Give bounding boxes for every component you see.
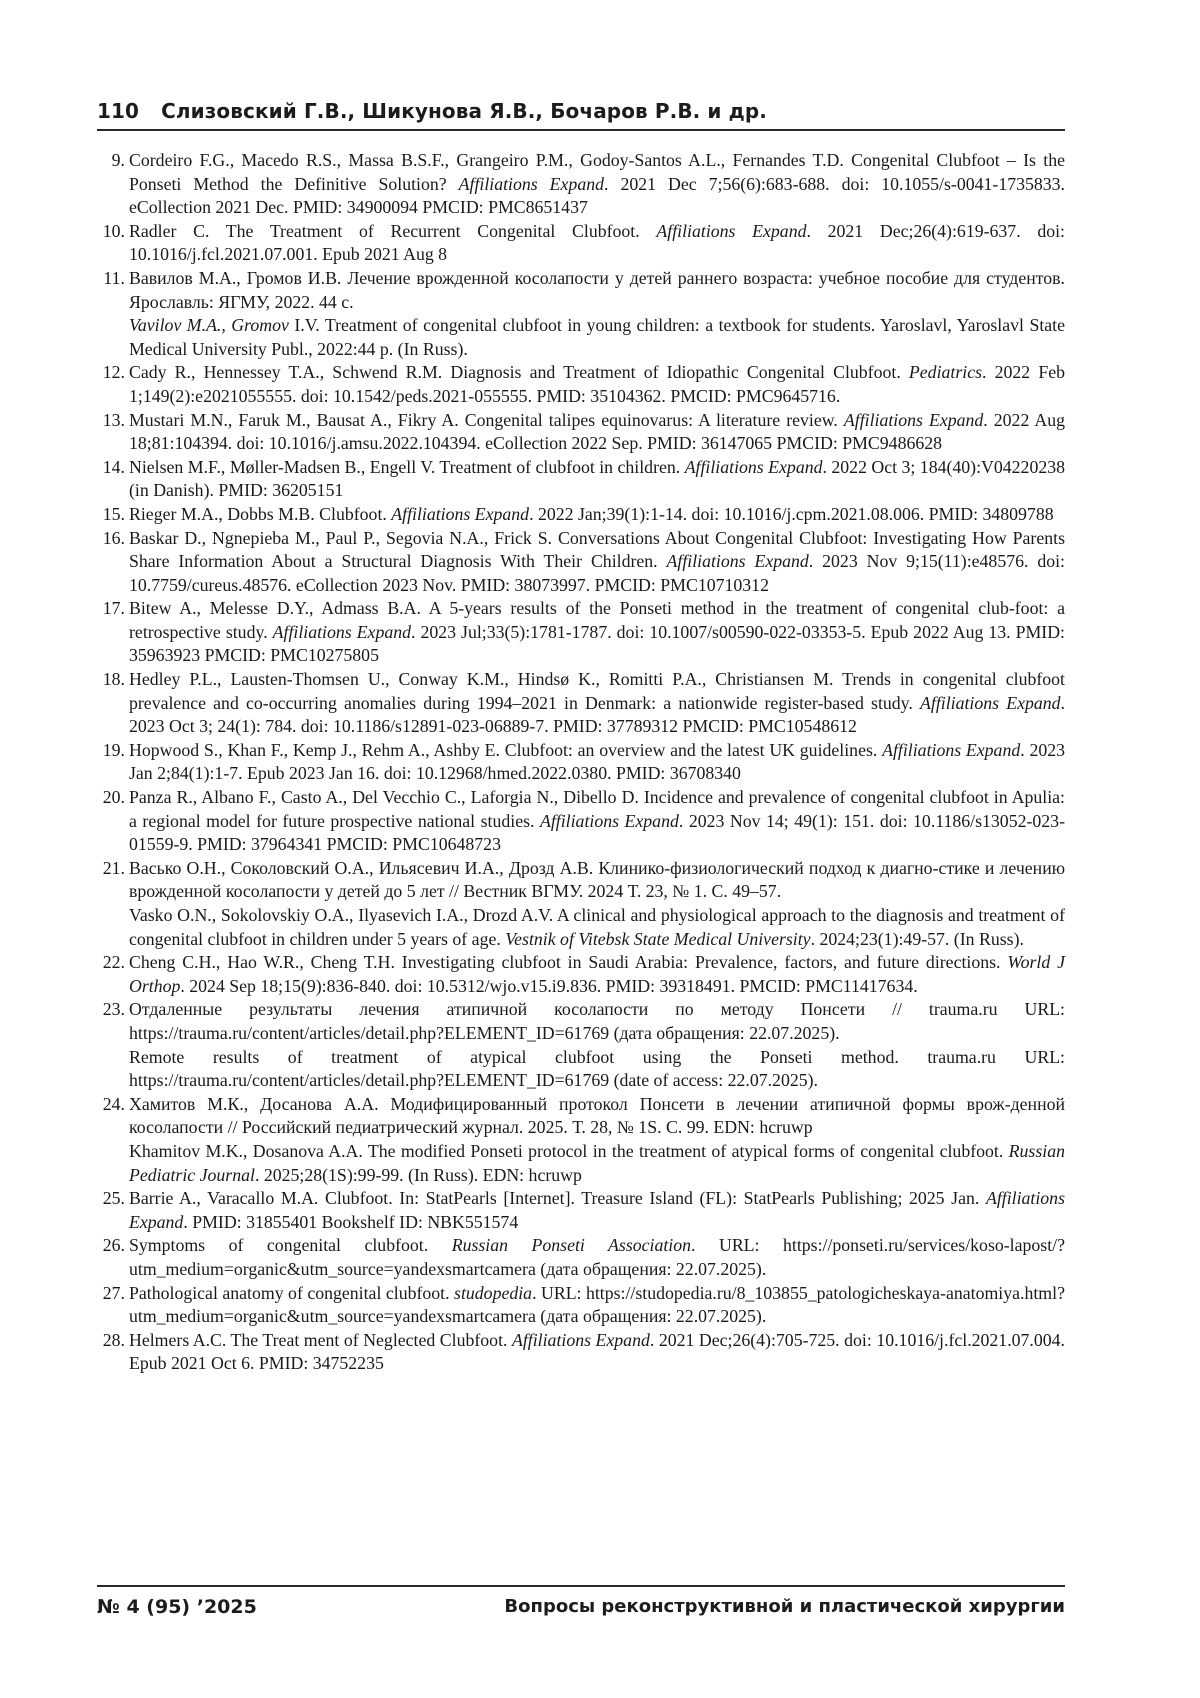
reference-journal: Russian Ponseti Association <box>451 1235 692 1256</box>
reference-en-journal: Vestnik of Vitebsk State Medical University <box>505 928 811 949</box>
reference-en-journal: Russian Pediatric Journal <box>129 1140 1065 1185</box>
reference-text: Barrie A., Varacallo M.A. Clubfoot. In: StatPearls [Internet]. Treasure Island (FL): StatPearls Publishing; 2025 Jan. <box>129 1188 980 1209</box>
reference-item <box>97 739 1065 786</box>
reference-journal: World J Orthop <box>129 952 1065 996</box>
reference-number: 17. <box>102 598 125 619</box>
reference-item <box>97 409 1065 456</box>
reference-text-ru: Вавилов М.А., Громов И.В. Лечение врожденной косолапости у детей раннего возраста: учебное пособие для студентов. Ярославль: ЯГМУ, 2022. 44 с. <box>129 267 1065 312</box>
reference-number: 21. <box>102 857 125 878</box>
reference-text: Hopwood S., Khan F., Kemp J., Rehm A., Ashby E. Clubfoot: an overview and the latest UK guidelines. <box>129 739 878 760</box>
reference-text-en <box>129 314 1065 361</box>
reference-journal: Affiliations Expand <box>656 220 807 241</box>
reference-journal: Affiliations Expand <box>458 173 604 194</box>
reference-en-text: Vasko O.N., Sokolovskiy O.A., Ilyasevich I.A., Drozd A.V. A clinical and physiological approach to the diagnosis and treatment of congenital clubfoot in children under 5 years of age. <box>129 905 1065 949</box>
reference-number: 15. <box>102 503 125 524</box>
reference-journal: Affiliations Expand <box>684 456 823 477</box>
reference-journal: Affiliations Expand <box>539 810 679 831</box>
reference-text: Nielsen M.F., Møller-Madsen B., Engell V. Treatment of clubfoot in children. <box>129 456 681 477</box>
reference-tail: . 2021 Dec;26(4):619-637. doi: 10.1016/j.fcl.2021.07.001. Epub 2021 Aug 8 <box>129 220 1066 265</box>
reference-tail: . PMID: 31855401 Bookshelf ID: NBK551574 <box>183 1211 519 1232</box>
reference-number: 13. <box>102 409 125 430</box>
reference-number: 14. <box>102 456 125 477</box>
reference-text-ru: Васько О.Н., Соколовский О.А., Ильясевич И.А., Дрозд А.В. Клинико-физиологический подход к диагно-стике и лечению врожденной косолапости у детей до 5 лет // Вестник ВГМУ. 2024 Т. 23, № 1. С. 49–57. <box>129 857 1065 902</box>
reference-en-text: I.V. Treatment of congenital clubfoot in young children: a textbook for students. Yaroslavl, Yaroslavl State Medical University Publ., 2022:44 p. (In Russ). <box>129 315 1065 359</box>
reference-text: Hedley P.L., Lausten-Thomsen U., Conway K.M., Hindsø K., Romitti P.A., Christiansen M. Trends in congenital clubfoot prevalence and co-occurring anomalies during 1994–2021 in Denmark: a nationwide register-based study. <box>129 669 1065 713</box>
reference-number: 9. <box>111 150 125 170</box>
reference-journal: Affiliations Expand <box>129 1188 1065 1232</box>
reference-number: 22. <box>102 952 125 973</box>
reference-text-ru: Хамитов М.К., Досанова А.А. Модифицированный протокол Понсети в лечении атипичной формы врож-денной косолапости // Российский педиатрический журнал. 2025. Т. 28, № 1S. С. 99. EDN: hcruwp <box>129 1093 1065 1138</box>
reference-text: Radler C. The Treatment of Recurrent Congenital Clubfoot. <box>129 220 640 241</box>
page-number: 110 <box>97 99 140 123</box>
reference-tail: . 2023 Jan 2;84(1):1-7. Epub 2023 Jan 16. doi: 10.12968/hmed.2022.0380. PMID: 36708340 <box>129 739 1066 784</box>
reference-text: Panza R., Albano F., Casto A., Del Vecchio C., Laforgia N., Dibello D. Incidence and prevalence of congenital clubfoot in Apulia: a regional model for future prospective national studies. <box>129 787 1065 831</box>
reference-item <box>97 1282 1065 1329</box>
reference-journal: studopedia <box>454 1282 533 1303</box>
reference-tail: . 2021 Dec 7;56(6):683-688. doi: 10.1055/s-0041-1735833. eCollection 2021 Dec. PMID: 34900094 PMCID: PMC8651437 <box>129 173 1065 218</box>
reference-number: 18. <box>102 669 125 690</box>
reference-number: 25. <box>102 1188 125 1209</box>
reference-tail: . 2022 Aug 18;81:104394. doi: 10.1016/j.amsu.2022.104394. eCollection 2022 Sep. PMID: 36147065 PMCID: PMC9486628 <box>129 409 1066 454</box>
reference-text: Pathological anatomy of congenital clubfoot. <box>129 1282 450 1303</box>
header-authors: Слизовский Г.В., Шикунова Я.В., Бочаров Р.В. и др. <box>161 99 767 123</box>
reference-item <box>97 1234 1065 1281</box>
reference-number: 24. <box>102 1093 125 1114</box>
reference-item <box>97 456 1065 503</box>
footer-issue: № 4 (95) ’2025 <box>97 1596 257 1618</box>
reference-text: Cordeiro F.G., Macedo R.S., Massa B.S.F., Grangeiro P.M., Godoy-Santos A.L., Fernandes T.D. Congenital Clubfoot – Is the Ponseti Method the Definitive Solution? <box>129 150 1065 194</box>
reference-en-tail: . 2025;28(1S):99-99. (In Russ). EDN: hcruwp <box>254 1164 582 1185</box>
reference-text: Baskar D., Ngnepieba M., Paul P., Segovia N.A., Frick S. Conversations About Congenital Clubfoot: Investigating How Parents Share Information About a Structural Diagnosis With Their Children. <box>129 527 1065 572</box>
header-rule <box>97 129 1065 131</box>
reference-text: Rieger M.A., Dobbs M.B. Clubfoot. <box>129 503 387 524</box>
reference-journal: Affiliations Expand <box>666 551 809 572</box>
reference-text-ru: Отдаленные результаты лечения атипичной косолапости по методу Понсети // trauma.ru URL: https://trauma.ru/content/articles/detail.php?ELEMENT_ID=61769 (дата обращения: 22.07.2025). <box>129 999 1065 1043</box>
reference-number: 11. <box>103 267 125 288</box>
reference-tail: . 2022 Feb 1;149(2):e2021055555. doi: 10.1542/peds.2021-055555. PMID: 35104362. PMCID: PMC9645716. <box>129 362 1065 406</box>
reference-journal: Affiliations Expand <box>511 1329 650 1350</box>
reference-item <box>97 149 1065 220</box>
reference-en-tail: . 2024;23(1):49-57. (In Russ). <box>810 928 1024 949</box>
reference-number: 20. <box>102 787 125 808</box>
reference-item <box>97 998 1065 1092</box>
reference-en-text: Khamitov M.K., Dosanova A.A. The modified Ponseti protocol in the treatment of atypical forms of congenital clubfoot. <box>129 1140 1004 1161</box>
reference-item <box>97 527 1065 598</box>
reference-text: Helmers A.C. The Treat ment of Neglected Clubfoot. <box>129 1329 508 1350</box>
footer-journal-title: Вопросы реконструктивной и пластической хирургии <box>504 1596 1065 1617</box>
reference-item <box>97 668 1065 739</box>
reference-journal: Affiliations Expand <box>272 621 412 642</box>
reference-number: 23. <box>102 999 125 1020</box>
reference-text: Cady R., Hennessey T.A., Schwend R.M. Diagnosis and Treatment of Idiopathic Congenital Clubfoot. <box>129 362 901 383</box>
reference-tail: . 2023 Jul;33(5):1781-1787. doi: 10.1007/s00590-022-03353-5. Epub 2022 Aug 13. PMID: 35963923 PMCID: PMC10275805 <box>129 621 1066 666</box>
reference-item <box>97 503 1065 527</box>
reference-text-en <box>129 1140 1065 1187</box>
page-header <box>97 99 1065 123</box>
reference-tail: . 2022 Oct 3; 184(40):V04220238 (in Danish). PMID: 36205151 <box>129 456 1066 501</box>
reference-item <box>97 597 1065 668</box>
reference-text: Symptoms of congenital clubfoot. <box>129 1235 429 1256</box>
reference-item <box>97 857 1065 951</box>
footer-rule <box>97 1585 1065 1587</box>
reference-item <box>97 361 1065 408</box>
reference-text: Bitew A., Melesse D.Y., Admass B.A. A 5-years results of the Ponseti method in the treatment of congenital club-foot: a retrospective study. <box>129 598 1065 642</box>
reference-journal: Affiliations Expand <box>391 503 530 524</box>
reference-tail: . 2021 Dec;26(4):705-725. doi: 10.1016/j.fcl.2021.07.004. Epub 2021 Oct 6. PMID: 34752235 <box>129 1329 1065 1374</box>
reference-number: 27. <box>102 1282 125 1303</box>
reference-text: Cheng C.H., Hao W.R., Cheng T.H. Investigating clubfoot in Saudi Arabia: Prevalence, factors, and future directions. <box>129 952 1001 973</box>
reference-number: 28. <box>102 1329 125 1350</box>
reference-text: Mustari M.N., Faruk M., Bausat A., Fikry A. Congenital talipes equinovarus: A literature review. <box>129 409 838 430</box>
reference-tail: . URL: https://ponseti.ru/services/koso-lapost/?utm_medium=organic&utm_source=yandexsmartcamera (дата обращения: 22.07.2025). <box>129 1235 1065 1279</box>
reference-number: 12. <box>102 362 125 383</box>
reference-journal: Affiliations Expand <box>920 692 1061 713</box>
reference-tail: . 2023 Nov 14; 49(1): 151. doi: 10.1186/s13052-023-01559-9. PMID: 37964341 PMCID: PMC10648723 <box>129 810 1065 855</box>
reference-item <box>97 786 1065 857</box>
reference-tail: . 2024 Sep 18;15(9):836-840. doi: 10.5312/wjo.v15.i9.836. PMID: 39318491. PMCID: PMC11417634. <box>180 975 918 996</box>
reference-text-en <box>129 904 1065 951</box>
reference-journal: Affiliations Expand <box>843 409 984 430</box>
reference-text-en: Remote results of treatment of atypical clubfoot using the Ponseti method. trauma.ru URL: https://trauma.ru/content/articles/detail.php?ELEMENT_ID=61769 (date of access: 22.07.2025). <box>129 1046 1065 1091</box>
reference-item <box>97 1329 1065 1376</box>
reference-tail: . 2023 Nov 9;15(11):e48576. doi: 10.7759/cureus.48576. eCollection 2023 Nov. PMID: 38073997. PMCID: PMC10710312 <box>129 551 1066 595</box>
reference-list <box>97 149 1065 1376</box>
reference-item <box>97 267 1065 361</box>
reference-en-authors: Vavilov M.A., Gromov <box>129 315 289 336</box>
reference-item <box>97 951 1065 998</box>
reference-number: 16. <box>102 527 125 548</box>
reference-tail: . 2022 Jan;39(1):1-14. doi: 10.1016/j.cpm.2021.08.006. PMID: 34809788 <box>529 503 1054 524</box>
reference-journal: Pediatrics <box>908 362 983 383</box>
reference-tail: . URL: https://studopedia.ru/8_103855_patologicheskaya-anatomiya.html?utm_medium=organic&utm_source=yandexsmartcamera (дата обращения: 22.07.2025). <box>129 1282 1065 1327</box>
reference-number: 10. <box>102 220 125 241</box>
reference-item <box>97 1187 1065 1234</box>
reference-tail: . 2023 Oct 3; 24(1): 784. doi: 10.1186/s12891-023-06889-7. PMID: 37789312 PMCID: PMC10548612 <box>129 692 1065 737</box>
reference-number: 26. <box>102 1235 125 1256</box>
reference-number: 19. <box>102 739 125 760</box>
reference-journal: Affiliations Expand <box>882 739 1021 760</box>
reference-item <box>97 220 1065 267</box>
reference-item <box>97 1093 1065 1187</box>
